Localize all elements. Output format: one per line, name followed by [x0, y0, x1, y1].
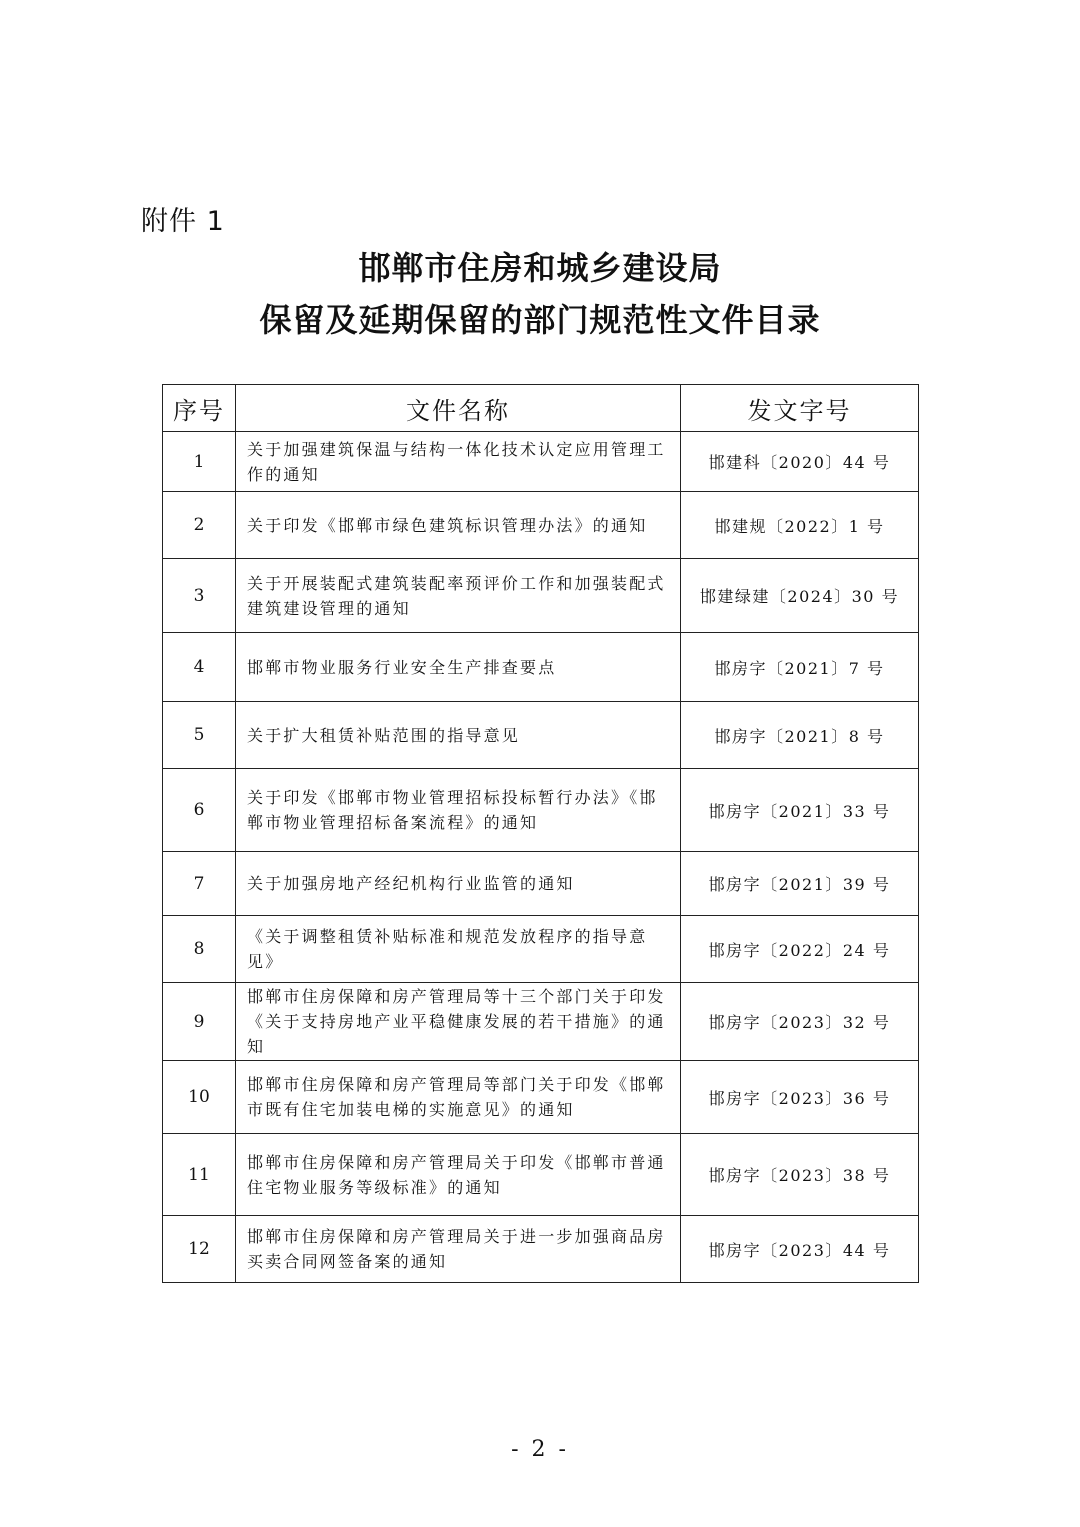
row-document-code: 邯房字〔2021〕8 号 [681, 702, 919, 769]
table-row [163, 492, 919, 559]
row-document-name: 关于加强房地产经纪机构行业监管的通知 [236, 852, 681, 916]
row-document-code: 邯房字〔2021〕7 号 [681, 633, 919, 702]
document-catalog-table [162, 384, 919, 1283]
table-row [163, 983, 919, 1061]
table-row [163, 1216, 919, 1283]
row-document-name: 邯郸市住房保障和房产管理局关于印发《邯郸市普通住宅物业服务等级标准》的通知 [236, 1134, 681, 1216]
row-document-name: 邯郸市物业服务行业安全生产排查要点 [236, 633, 681, 702]
table-header-row [163, 385, 919, 432]
row-document-name: 关于开展装配式建筑装配率预评价工作和加强装配式建筑建设管理的通知 [236, 559, 681, 633]
row-index: 9 [163, 983, 236, 1061]
row-document-code: 邯房字〔2022〕24 号 [681, 916, 919, 983]
table-row [163, 769, 919, 852]
row-document-code: 邯房字〔2023〕36 号 [681, 1061, 919, 1134]
row-document-name: 邯郸市住房保障和房产管理局等十三个部门关于印发《关于支持房地产业平稳健康发展的若干措施》的通知 [236, 983, 681, 1061]
row-document-name: 关于印发《邯郸市绿色建筑标识管理办法》的通知 [236, 492, 681, 559]
row-index: 1 [163, 432, 236, 492]
row-index: 4 [163, 633, 236, 702]
header-name: 文件名称 [236, 385, 681, 432]
row-index: 10 [163, 1061, 236, 1134]
row-index: 8 [163, 916, 236, 983]
table-row [163, 633, 919, 702]
row-document-name: 关于印发《邯郸市物业管理招标投标暂行办法》《邯郸市物业管理招标备案流程》的通知 [236, 769, 681, 852]
row-document-name: 关于扩大租赁补贴范围的指导意见 [236, 702, 681, 769]
table-row [163, 1134, 919, 1216]
row-document-code: 邯房字〔2021〕39 号 [681, 852, 919, 916]
row-index: 7 [163, 852, 236, 916]
row-index: 5 [163, 702, 236, 769]
row-document-name: 关于加强建筑保温与结构一体化技术认定应用管理工作的通知 [236, 432, 681, 492]
row-document-name: 邯郸市住房保障和房产管理局等部门关于印发《邯郸市既有住宅加装电梯的实施意见》的通知 [236, 1061, 681, 1134]
row-document-code: 邯建绿建〔2024〕30 号 [681, 559, 919, 633]
row-document-name: 《关于调整租赁补贴标准和规范发放程序的指导意见》 [236, 916, 681, 983]
header-code: 发文字号 [681, 385, 919, 432]
row-document-code: 邯房字〔2023〕38 号 [681, 1134, 919, 1216]
header-index: 序号 [163, 385, 236, 432]
document-title-line-2: 保留及延期保留的部门规范性文件目录 [259, 301, 821, 339]
row-document-code: 邯建科〔2020〕44 号 [681, 432, 919, 492]
row-index: 11 [163, 1134, 236, 1216]
document-title-line-1: 邯郸市住房和城乡建设局 [358, 249, 722, 287]
table-row [163, 916, 919, 983]
table-row [163, 702, 919, 769]
row-index: 6 [163, 769, 236, 852]
attachment-label: 附件 1 [141, 206, 225, 237]
table-row [163, 559, 919, 633]
table-row [163, 1061, 919, 1134]
row-document-code: 邯房字〔2023〕32 号 [681, 983, 919, 1061]
row-document-code: 邯建规〔2022〕1 号 [681, 492, 919, 559]
table-row [163, 852, 919, 916]
row-index: 3 [163, 559, 236, 633]
table-row [163, 432, 919, 492]
row-document-code: 邯房字〔2023〕44 号 [681, 1216, 919, 1283]
page-number: - 2 - [511, 1437, 569, 1462]
row-document-code: 邯房字〔2021〕33 号 [681, 769, 919, 852]
row-document-name: 邯郸市住房保障和房产管理局关于进一步加强商品房买卖合同网签备案的通知 [236, 1216, 681, 1283]
row-index: 12 [163, 1216, 236, 1283]
row-index: 2 [163, 492, 236, 559]
